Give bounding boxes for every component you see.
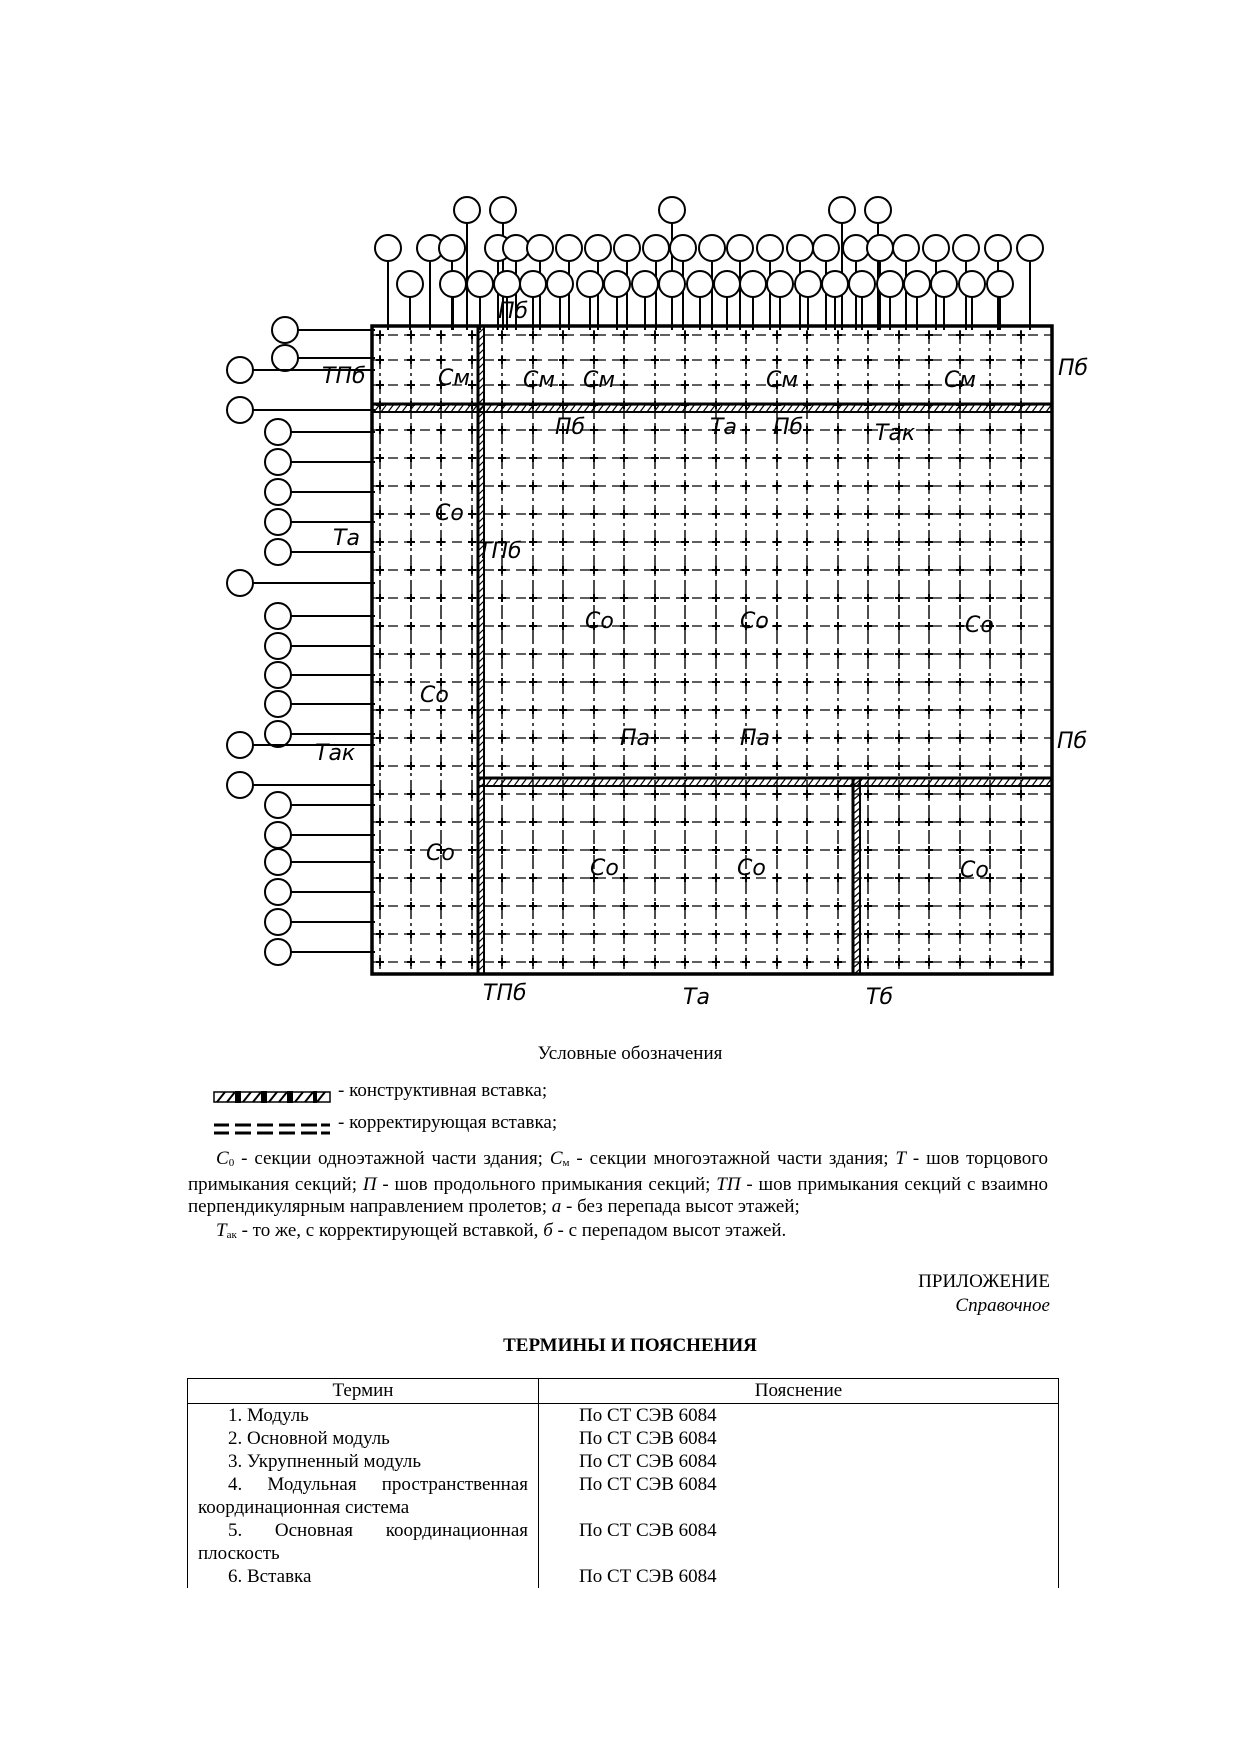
axis-bubble — [931, 271, 957, 297]
axis-bubble — [843, 235, 869, 261]
explanation-cell: По СТ СЭВ 6084 — [539, 1473, 1059, 1519]
axis-bubble — [494, 271, 520, 297]
axis-bubble — [467, 271, 493, 297]
explanation-cell: По СТ СЭВ 6084 — [539, 1427, 1059, 1450]
plan-label: ТПб — [483, 981, 527, 1006]
axis-bubble — [787, 235, 813, 261]
axis-bubble — [227, 397, 253, 423]
axis-bubble — [227, 570, 253, 596]
plan-label: Со — [737, 856, 766, 881]
axis-bubble — [604, 271, 630, 297]
legend-text: - корректирующая вставка; — [338, 1112, 558, 1133]
axis-bubble — [867, 235, 893, 261]
axis-bubble — [454, 197, 480, 223]
axis-bubble — [670, 235, 696, 261]
plan-label: Со — [435, 501, 464, 526]
note-symbol: ТП — [716, 1174, 741, 1195]
axis-bubble — [714, 271, 740, 297]
table-row — [188, 1473, 1059, 1519]
plan-label: Со — [965, 613, 994, 638]
note-symbol: П — [362, 1174, 377, 1195]
note-text: - шов примыкания секций с взаимно перпендикулярным направлением пролетов; — [188, 1174, 1048, 1217]
axis-bubble — [265, 909, 291, 935]
axis-bubble — [227, 772, 253, 798]
plan-label: Так — [315, 741, 356, 766]
plan-label: Та — [333, 526, 360, 551]
axis-bubble — [643, 235, 669, 261]
note-text: - секции многоэтажной части здания; — [569, 1148, 896, 1169]
column-header-explanation: Пояснение — [539, 1379, 1059, 1404]
plan-label: Со — [960, 858, 989, 883]
axis-bubble — [757, 235, 783, 261]
axis-bubble — [265, 603, 291, 629]
term-cell: 3. Укрупненный модуль — [188, 1450, 539, 1473]
plan-label: Та — [710, 415, 737, 440]
plan-label: Со — [420, 683, 449, 708]
axis-bubble — [877, 271, 903, 297]
plan-label: См — [523, 368, 555, 393]
axis-bubble — [547, 271, 573, 297]
axis-bubble — [272, 317, 298, 343]
axis-bubble — [265, 691, 291, 717]
corrective-insert-symbol — [213, 1122, 331, 1136]
terms-title: ТЕРМИНЫ И ПОЯСНЕНИЯ — [503, 1335, 757, 1356]
axis-bubble — [227, 732, 253, 758]
axis-bubble — [227, 357, 253, 383]
axis-bubble — [699, 235, 725, 261]
note-symbol: Т — [216, 1220, 227, 1241]
axis-bubble — [397, 271, 423, 297]
axis-bubble — [985, 235, 1011, 261]
axis-bubble — [520, 271, 546, 297]
plan-label: Со — [585, 609, 614, 634]
axis-bubble — [632, 271, 658, 297]
plan-label: ТПб — [322, 364, 366, 389]
axis-bubble — [959, 271, 985, 297]
axis-bubble — [375, 235, 401, 261]
note-text: - шов продольного примыкания секций; — [376, 1174, 717, 1195]
plan-label: Так — [875, 421, 916, 446]
note-text: - шов торцового примыкания секций; — [188, 1148, 1049, 1195]
plan-label: Па — [620, 726, 651, 751]
axis-bubble — [265, 939, 291, 965]
terms-table — [187, 1378, 1059, 1588]
axis-bubble — [1017, 235, 1043, 261]
table-row — [188, 1404, 1059, 1428]
plan-label: ТПб — [478, 539, 522, 564]
axis-bubble — [265, 449, 291, 475]
table-row — [188, 1427, 1059, 1450]
term-cell: 6. Вставка — [188, 1565, 539, 1588]
legend-notes-2 — [188, 1220, 1048, 1246]
axis-bubble — [503, 235, 529, 261]
plan-label: Со — [426, 841, 455, 866]
note-text: - без перепада высот этажей; — [561, 1196, 800, 1217]
appendix-title: ПРИЛОЖЕНИЕ — [918, 1271, 1050, 1292]
axis-bubble — [813, 235, 839, 261]
plan-label: См — [583, 368, 615, 393]
column-header-term: Термин — [188, 1379, 539, 1404]
table-row — [188, 1565, 1059, 1588]
appendix-subtitle: Справочное — [955, 1295, 1050, 1316]
note-subscript: 0 — [228, 1157, 235, 1169]
axis-bubble — [440, 271, 466, 297]
note-text: - секции одноэтажной части здания; — [234, 1148, 550, 1169]
axis-bubble — [614, 235, 640, 261]
table-row — [188, 1450, 1059, 1473]
legend-text: - конструктивная вставка; — [338, 1080, 548, 1101]
plan-label: Пб — [1058, 356, 1089, 381]
note-symbol: Т — [895, 1148, 906, 1169]
axis-bubble — [265, 792, 291, 818]
axis-bubble — [740, 271, 766, 297]
axis-bubble — [767, 271, 793, 297]
axis-bubble — [893, 235, 919, 261]
axis-bubble — [272, 345, 298, 371]
note-subscript: м — [562, 1157, 570, 1169]
axis-bubble — [439, 235, 465, 261]
plan-label: Со — [590, 856, 619, 881]
note-symbol: а — [551, 1196, 562, 1217]
axis-bubble — [659, 271, 685, 297]
note-symbol: С — [216, 1148, 229, 1169]
plan-label: Пб — [1057, 729, 1088, 754]
axis-bubble — [577, 271, 603, 297]
axis-bubble — [265, 539, 291, 565]
term-cell: 1. Модуль — [188, 1404, 539, 1428]
plan-label: Со — [740, 609, 769, 634]
plan-label: Па — [740, 726, 771, 751]
legend-caption: Условные обозначения — [537, 1043, 723, 1064]
constructive-insert-symbol — [213, 1090, 331, 1104]
explanation-cell: По СТ СЭВ 6084 — [539, 1450, 1059, 1473]
axis-bubble — [829, 197, 855, 223]
axis-bubble — [265, 662, 291, 688]
axis-bubble — [265, 509, 291, 535]
explanation-cell: По СТ СЭВ 6084 — [539, 1519, 1059, 1565]
axis-bubble — [923, 235, 949, 261]
term-cell: 2. Основной модуль — [188, 1427, 539, 1450]
axis-bubble — [265, 849, 291, 875]
axis-bubble — [727, 235, 753, 261]
term-cell: 4. Модульная пространственная координационная система — [188, 1473, 539, 1519]
plan-label: См — [438, 366, 470, 391]
axis-bubble — [849, 271, 875, 297]
plan-label: Пб — [498, 299, 529, 324]
note-symbol: С — [549, 1148, 563, 1169]
axis-bubble — [585, 235, 611, 261]
appendix-heading — [918, 1270, 1050, 1318]
plan-label: См — [944, 368, 976, 393]
axis-bubble — [953, 235, 979, 261]
axis-bubble — [490, 197, 516, 223]
axis-bubble — [687, 271, 713, 297]
term-cell: 5. Основная координационная плоскость — [188, 1519, 539, 1565]
axis-bubble — [265, 822, 291, 848]
plan-label: Пб — [773, 415, 804, 440]
table-row — [188, 1519, 1059, 1565]
axis-bubble — [987, 271, 1013, 297]
explanation-cell: По СТ СЭВ 6084 — [539, 1565, 1059, 1588]
axis-bubble — [904, 271, 930, 297]
axis-bubble — [865, 197, 891, 223]
axis-bubble — [265, 879, 291, 905]
table-header-row — [188, 1379, 1059, 1404]
axis-bubble — [795, 271, 821, 297]
axis-bubble — [265, 721, 291, 747]
axis-bubble — [659, 197, 685, 223]
note-text: - то же, с корректирующей вставкой, — [236, 1220, 544, 1241]
note-subscript: ак — [226, 1229, 237, 1241]
note-text: - с перепадом высот этажей. — [552, 1220, 787, 1241]
axis-bubble — [265, 419, 291, 445]
axis-bubble — [265, 633, 291, 659]
plan-label: Та — [683, 985, 710, 1010]
plan-label: Пб — [555, 415, 586, 440]
legend-notes — [188, 1148, 1048, 1218]
axis-bubble — [265, 479, 291, 505]
note-symbol: б — [543, 1220, 553, 1241]
axis-bubble — [556, 235, 582, 261]
explanation-cell: По СТ СЭВ 6084 — [539, 1404, 1059, 1428]
axis-bubble — [527, 235, 553, 261]
plan-label: См — [766, 368, 798, 393]
plan-label: Тб — [866, 985, 894, 1010]
axis-bubble — [822, 271, 848, 297]
